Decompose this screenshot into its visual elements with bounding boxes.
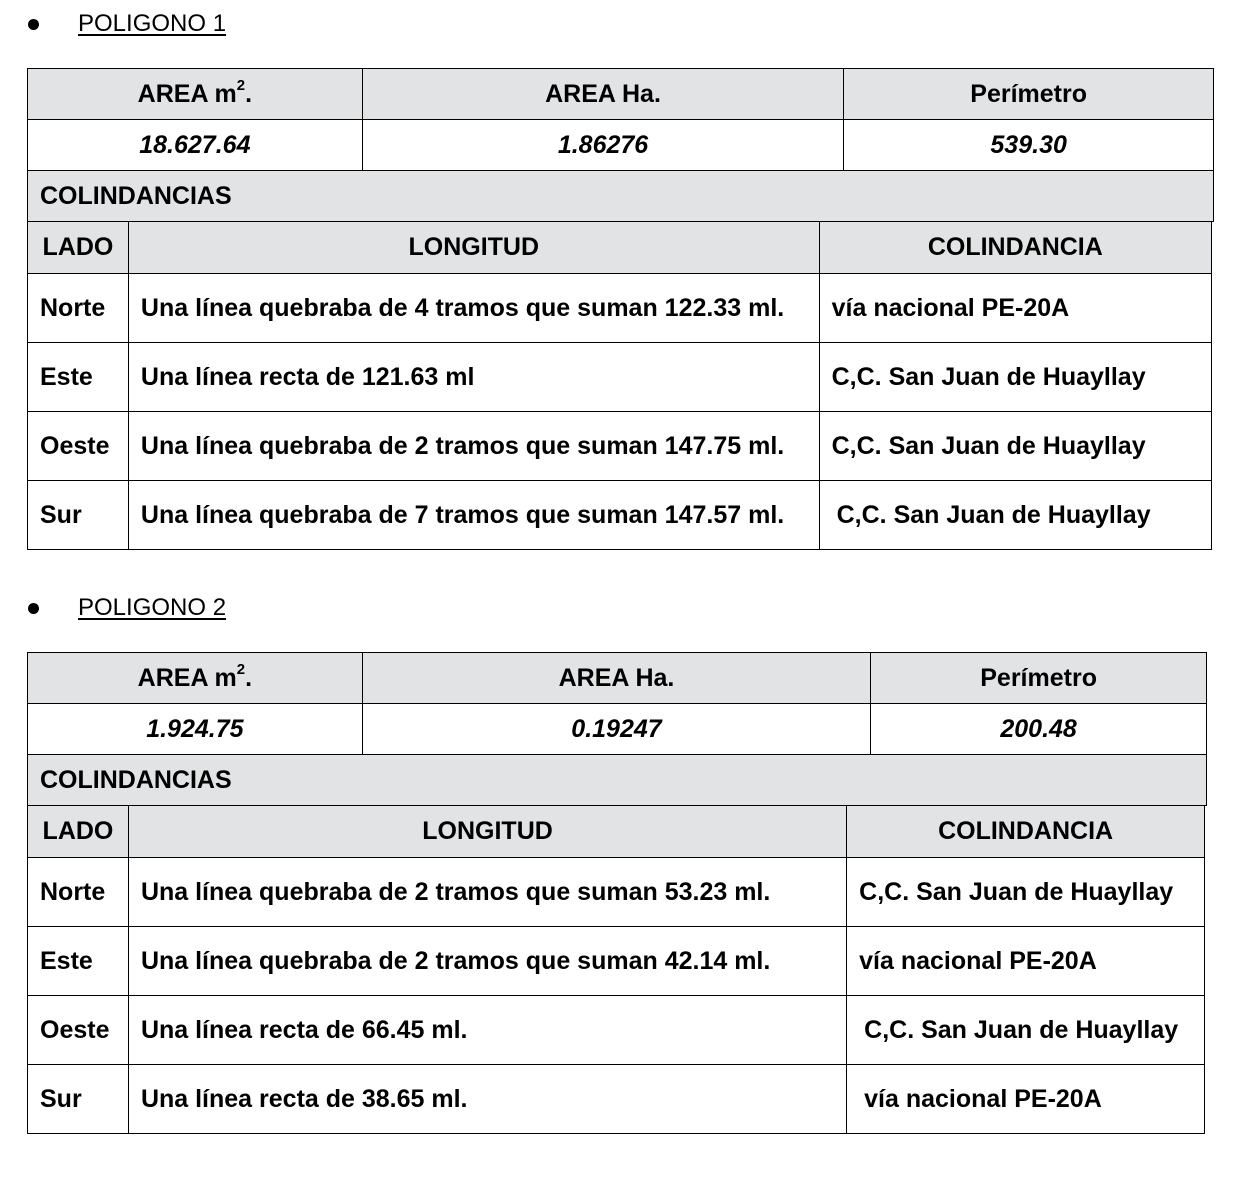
cell-longitud: Una línea recta de 38.65 ml.: [128, 1065, 846, 1134]
cell-lado: Sur: [28, 1065, 129, 1134]
polygon-1-colindancias-table: [27, 221, 1212, 550]
column-longitud: LONGITUD: [128, 222, 819, 274]
header-area-m2: AREA $m^2$.: [28, 69, 363, 120]
cell-longitud: Una línea quebraba de 7 tramos que suman 147.57 ml.: [128, 481, 819, 550]
value-area-m2: 1.924.75: [28, 704, 363, 755]
column-colindancia: COLINDANCIA: [847, 806, 1205, 858]
cell-colindancia: C,C. San Juan de Huayllay: [819, 343, 1211, 412]
cell-colindancia: C,C. San Juan de Huayllay: [819, 412, 1211, 481]
cell-lado: Oeste: [28, 996, 129, 1065]
header-area-ha: AREA Ha.: [362, 653, 871, 704]
bullet-icon: [28, 19, 39, 30]
polygon-2-colindancias-table: [27, 805, 1205, 1134]
polygon-1-summary-table: [27, 68, 1214, 222]
cell-lado: Este: [28, 343, 129, 412]
cell-longitud: Una línea quebraba de 2 tramos que suman 42.14 ml.: [128, 927, 846, 996]
table-row: [28, 274, 1212, 343]
bullet-icon: [28, 603, 39, 614]
cell-longitud: Una línea recta de 66.45 ml.: [128, 996, 846, 1065]
polygon-2-heading: [28, 594, 226, 622]
header-perimetro: Perímetro: [844, 69, 1214, 120]
cell-lado: Sur: [28, 481, 129, 550]
value-area-ha: 1.86276: [362, 120, 844, 171]
header-area-m2: AREA $m^2$.: [28, 653, 363, 704]
polygon-title: POLIGONO 1: [78, 10, 227, 37]
cell-colindancia: C,C. San Juan de Huayllay: [847, 996, 1205, 1065]
cell-colindancia: vía nacional PE-20A: [819, 274, 1211, 343]
cell-lado: Norte: [28, 274, 129, 343]
cell-longitud: Una línea recta de 121.63 ml: [128, 343, 819, 412]
polygon-1-heading: [28, 10, 226, 38]
value-perimetro: 539.30: [844, 120, 1214, 171]
column-colindancia: COLINDANCIA: [819, 222, 1211, 274]
column-longitud: LONGITUD: [128, 806, 846, 858]
table-row: [28, 996, 1205, 1065]
table-row: [28, 343, 1212, 412]
value-area-ha: 0.19247: [362, 704, 871, 755]
table-row: [28, 1065, 1205, 1134]
cell-lado: Este: [28, 927, 129, 996]
header-area-ha: AREA Ha.: [362, 69, 844, 120]
cell-lado: Norte: [28, 858, 129, 927]
cell-longitud: Una línea quebraba de 2 tramos que suman 147.75 ml.: [128, 412, 819, 481]
cell-longitud: Una línea quebraba de 2 tramos que suman 53.23 ml.: [128, 858, 846, 927]
column-lado: LADO: [28, 806, 129, 858]
value-area-m2: 18.627.64: [28, 120, 363, 171]
header-perimetro: Perímetro: [871, 653, 1207, 704]
table-row: [28, 481, 1212, 550]
table-row: [28, 927, 1205, 996]
cell-colindancia: vía nacional PE-20A: [847, 1065, 1205, 1134]
colindancias-label: COLINDANCIAS: [28, 171, 1214, 222]
cell-colindancia: C,C. San Juan de Huayllay: [847, 858, 1205, 927]
cell-longitud: Una línea quebraba de 4 tramos que suman 122.33 ml.: [128, 274, 819, 343]
colindancias-label: COLINDANCIAS: [28, 755, 1207, 806]
cell-colindancia: vía nacional PE-20A: [847, 927, 1205, 996]
value-perimetro: 200.48: [871, 704, 1207, 755]
table-row: [28, 858, 1205, 927]
cell-colindancia: C,C. San Juan de Huayllay: [819, 481, 1211, 550]
table-row: [28, 412, 1212, 481]
polygon-2-summary-table: [27, 652, 1207, 806]
cell-lado: Oeste: [28, 412, 129, 481]
column-lado: LADO: [28, 222, 129, 274]
polygon-title: POLIGONO 2: [78, 594, 227, 621]
